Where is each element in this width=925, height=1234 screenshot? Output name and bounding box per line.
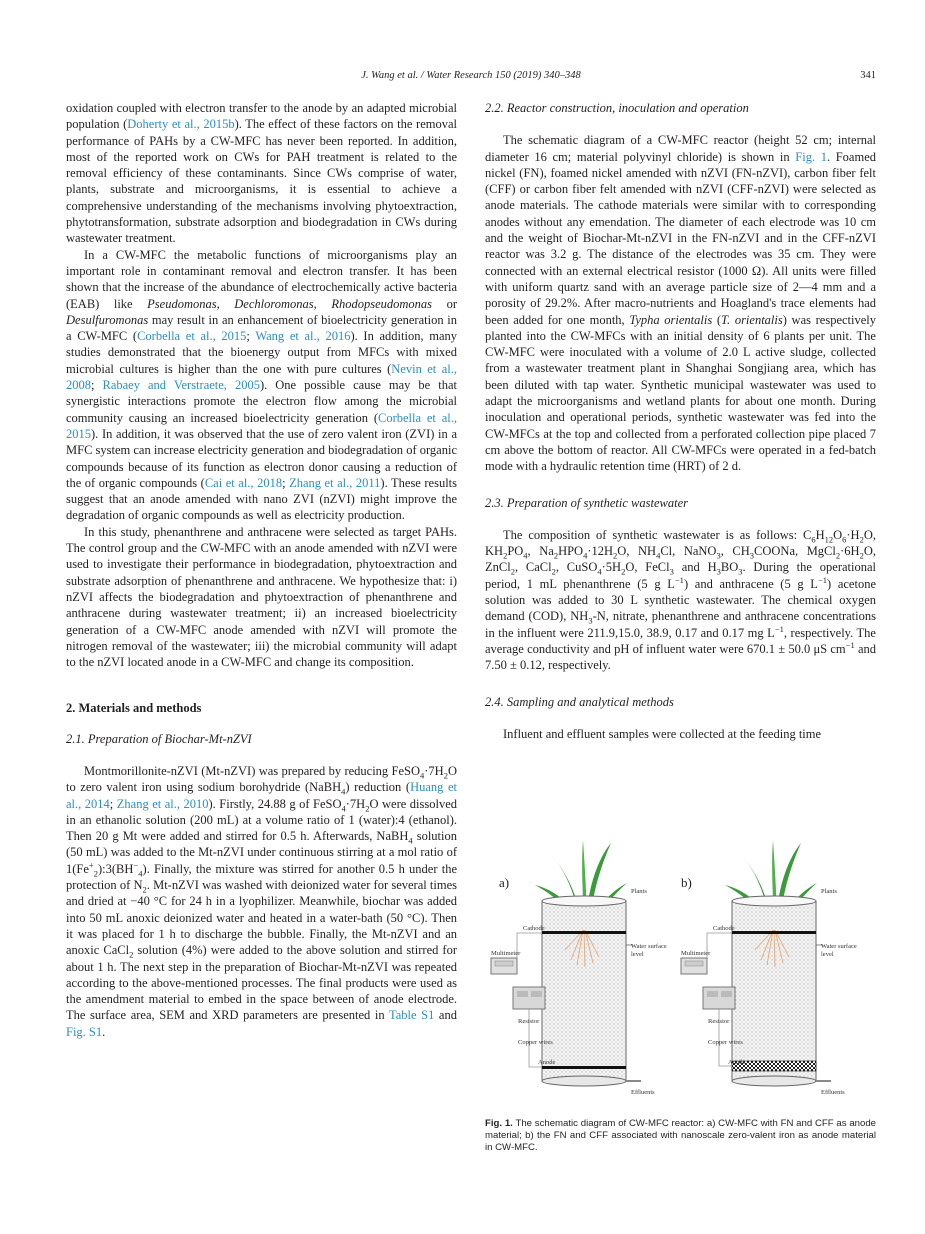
section-heading: 2. Materials and methods — [66, 701, 202, 716]
panel-b-label: b) — [681, 875, 692, 890]
citation-link[interactable]: Zhang et al., 2010 — [116, 796, 209, 811]
citation-link[interactable]: Wang et al., 2016 — [255, 329, 351, 344]
svg-text:Anode: Anode — [728, 1059, 746, 1066]
reactor-schematic — [485, 835, 876, 1105]
running-header — [66, 70, 876, 86]
svg-text:Effluents: Effluents — [631, 1089, 655, 1096]
paragraph: Influent and effluent samples were collected at the feeding time — [503, 726, 822, 741]
citation-link[interactable]: Corbella et al., 2015 — [66, 410, 457, 441]
paragraph: oxidation coupled with electron transfer to the anode by an adapted microbial population (Doherty et al., 2015b). The effect of these factors on the removal performance of PAHs by a CW-MFC has never been reported. In addition, most of the reported work on CWs for PAH treatment is related to the removal efficiency of these contaminants. Since CWs comprise of water, plants, substrate and microorganisms, it is essential to achieve a comprehensive understanding of the mechanisms involving phytoextraction, phytotransformation, substrate adsorption and biodegradation in CWs during wastewater treatment. — [66, 101, 457, 246]
subsection-heading: 2.2. Reactor construction, inoculation and operation — [485, 101, 749, 115]
paragraph: In a CW-MFC the metabolic functions of microorganisms play an important role in contaminant removal and electron transfer. It has been shown that the increase of the abundance of electrochemically active bacteria (EAB) like Pseudomonas, Dechloromonas, Rhodopseudomonas or Desulfuromonas may result in an enhancement of bioelectricity generation in a CW-MFC (Corbella et al., 2015; Wang et al., 2016). In addition, many studies demonstrated that the bioenergy output from MFCs with mixed microbial cultures is higher than the one with pure cultures (Nevin et al., 2008; Rabaey and Verstraete, 2005). One possible cause may be that synergistic interactions promote the electron flow among the microbial community causing an increased bioelectricity generation (Corbella et al., 2015). In addition, it was observed that the use of zero valent iron (ZVI) in a MFC system can increase electricity generation and biodegradation of organic compounds because of its function as electron donor causing a reduction of the of organic compounds (Cai et al., 2018; Zhang et al., 2011). These results suggest that an anode amended with nano ZVI (nZVI) might improve the degradation of organic compounds as well as electricity production. — [66, 247, 458, 523]
figure-link[interactable]: Fig. S1 — [66, 1024, 103, 1039]
figure-caption-label: Fig. 1. — [485, 1118, 513, 1129]
svg-text:Cathode: Cathode — [713, 925, 735, 932]
reactor-column — [732, 901, 816, 1081]
svg-text:Resistor: Resistor — [708, 1018, 730, 1025]
svg-text:Plants: Plants — [631, 888, 647, 895]
svg-text:Plants: Plants — [821, 888, 837, 895]
paragraph: The schematic diagram of a CW-MFC reactor (height 52 cm; internal diameter 16 cm; material polyvinyl chloride) is shown in Fig. 1. Foamed nickel (FN), foamed nickel amended with nZVI (FN-nZVI), carbon fiber felt (CFF) or carbon fiber felt amended with nZVI (CFF-nZVI) were selected as anode materials. The cathode materials were similar with to corresponding anodes without any emendation. The diameter of each electrode was 10 cm and the weight of Biochar-Mt-nZVI in the FN-nZVI and in the CFF-nZVI reactor was 3.2 g. The distance of the electrodes was 35 cm. They were connected with an external electrical resistor (1000 Ω). All units were filled with uniform quartz sand with an average particle size of 2—4 mm and a porosity of 29.2%. After macro-nutrients and Hoagland's trace elements had been added for one month, Typha orientalis (T. orientalis) was respectively planted into the CW-MFCs with an initial density of 6 plants per unit. The CW-MFC were inoculated with a volume of 2.0 L active sludge, collected from a wastewater treatment plant in Shanghai Songjiang area, which has been diluted with tap water. Synthetic municipal wastewater was used to adapt the microorganisms and wetland plants for about one month. During inoculation and operational periods, synthetic wastewater was fed into the CW-MFCs at the top and collected from a perforated collection pipe placed 7 cm above the bottom of reactor. All CW-MFCs were operated in a fed-batch mode with a hydraulic retention time (HRT) of 2 d. — [485, 133, 877, 474]
citation-link[interactable]: Cai et al., 2018 — [204, 475, 283, 490]
panel-b — [681, 840, 857, 1096]
svg-text:level: level — [631, 951, 644, 958]
figure-caption: Fig. 1. The schematic diagram of CW-MFC reactor: a) CW-MFC with FN and CFF as anode material; b) the FN and CFF associated with nanoscale zero-valent iron as anode material in CW-MFC. — [485, 1118, 876, 1154]
svg-text:Copper wires: Copper wires — [708, 1039, 743, 1046]
cathode-plate — [732, 931, 816, 934]
svg-text:Effluents: Effluents — [821, 1089, 845, 1096]
svg-text:Copper wires: Copper wires — [518, 1039, 553, 1046]
svg-text:Water surface: Water surface — [821, 943, 857, 950]
svg-text:Resistor: Resistor — [518, 1018, 540, 1025]
panel-a — [491, 840, 667, 1096]
right-column — [485, 100, 876, 742]
svg-text:Cathode: Cathode — [523, 925, 545, 932]
citation-link[interactable]: Rabaey and Verstraete, 2005 — [102, 378, 260, 393]
table-link[interactable]: Table S1 — [388, 1008, 435, 1023]
subsection-heading: 2.1. Preparation of Biochar-Mt-nZVI — [66, 731, 252, 746]
figure-link[interactable]: Fig. 1 — [795, 149, 827, 164]
citation-link[interactable]: Corbella et al., 2015 — [137, 329, 247, 344]
citation-link[interactable]: Zhang et al., 2011 — [289, 475, 381, 490]
svg-text:Multimeter: Multimeter — [491, 950, 521, 957]
resistor-icon — [513, 987, 545, 1009]
figure-1 — [485, 835, 876, 1105]
subsection-heading: 2.3. Preparation of synthetic wastewater — [485, 495, 688, 510]
cathode-plate — [542, 931, 626, 934]
svg-text:Anode: Anode — [538, 1059, 556, 1066]
panel-a-label: a) — [499, 875, 510, 890]
paragraph: The composition of synthetic wastewater is as follows: $C_6H_{12}O_6\cdot H_2O$, $KH_2PO_4$, $Na_2HPO_4\cdot 12H_2O$, $NH_4Cl$, NaNO$_3$, $CH_3COONa$, $MgCl_2\cdot 6H_2O$, ZnCl$_2$, CaCl$_2$, $CuSO_4\cdot 5H_2O$, FeCl$_3$ and $H_3BO_3$. During the operational period, 1 mL phenanthrene (5 g $L^{-1}$) and anthracene (5 g $L^{-1}$) acetone solution was added to 30 L synthetic wastewater. The chemical oxygen demand (COD), $NH_3-N$, nitrate, phenanthrene and anthracene concentrations in the influent were 211.9,15.0, 38.9, 0.17 and 0.17 mg $L^{-1}$, respectively. The average conductivity and pH of influent water were 670.1 ± 50.0 μS $cm^{-1}$ and 7.50 ± 0.12, respectively. — [485, 527, 877, 673]
reactor-column — [542, 901, 626, 1081]
running-title: J. Wang et al. / Water Research 150 (2019) 340–348 — [361, 70, 581, 81]
paragraph: Montmorillonite-nZVI (Mt-nZVI) was prepared by reducing $FeSO_4\cdot 7H_2O$ to zero valent iron using sodium borohydride (NaBH$_4$) reduction (Huang et al., 2014; Zhang et al., 2010). Firstly, 24.88 g of $FeSO_4\cdot 7H_2O$ were dissolved in an ethanolic solution (200 mL) at a volume ratio of 1 (water):4 (ethanol). Then 20 g Mt were added and stirred for 0.5 h. Afterwards, NaBH$_4$ solution (50 mL) was added to the Mt-nZVI under continuous stirring at a mol ratio of $1(Fe^+_2):3(BH^-_4)$. Finally, the mixture was stirred for another 0.5 h under the protection of $N_2$. Mt-nZVI was washed with deionized water for several times and dried at −40 °C for 24 h in a lyophilizer. Meanwhile, biochar was added into 50 mL anoxic deionized water and heated in a water-bath (50 °C). Then it was placed for 1 h to discharge the bubble. Finally, the Mt-nZVI and an anoxic CaCl$_2$ solution (4%) were added to the above solution and stirred for about 1 h. The next step in the preparation of Biochar-Mt-nZVI was repeated according to the above-mentioned processes. The final products were used as the amendment material to embed in the space between of anode electrode. The surface area, SEM and XRD parameters are presented in Table S1 and Fig. S1. — [66, 763, 458, 1039]
citation-link[interactable]: Doherty et al., 2015b — [127, 117, 235, 132]
anode-plate — [542, 1066, 626, 1069]
citation-link[interactable]: Huang et al., 2014 — [66, 780, 457, 811]
subsection-heading: 2.4. Sampling and analytical methods — [485, 694, 674, 709]
paragraph: In this study, phenanthrene and anthracene were selected as target PAHs. The control group and the CW-MFC with an anode amended with nZVI were used to investigate their performance in biodegradation, phytoextraction and substrate adsorption of phenanthrene and anthracene. We hypothesize that: i) nZVI affects the biodegradation and phytoextraction of phenanthrene and anthracene during wastewater treatment; ii) an increased bioelectricity generation of a CW-MFC anode amended with nZVI will promote the nitrogen removal of the wastewater; iii) the microbial community will adapt to the nZVI located anode in a CW-MFC and change its composition. — [66, 524, 457, 670]
resistor-icon — [703, 987, 735, 1009]
page-number: 341 — [860, 70, 876, 81]
svg-text:Water surface: Water surface — [631, 943, 667, 950]
svg-text:Multimeter: Multimeter — [681, 950, 711, 957]
citation-link[interactable]: Nevin et al., 2008 — [66, 361, 458, 393]
svg-text:level: level — [821, 951, 834, 958]
left-column — [66, 100, 457, 1040]
